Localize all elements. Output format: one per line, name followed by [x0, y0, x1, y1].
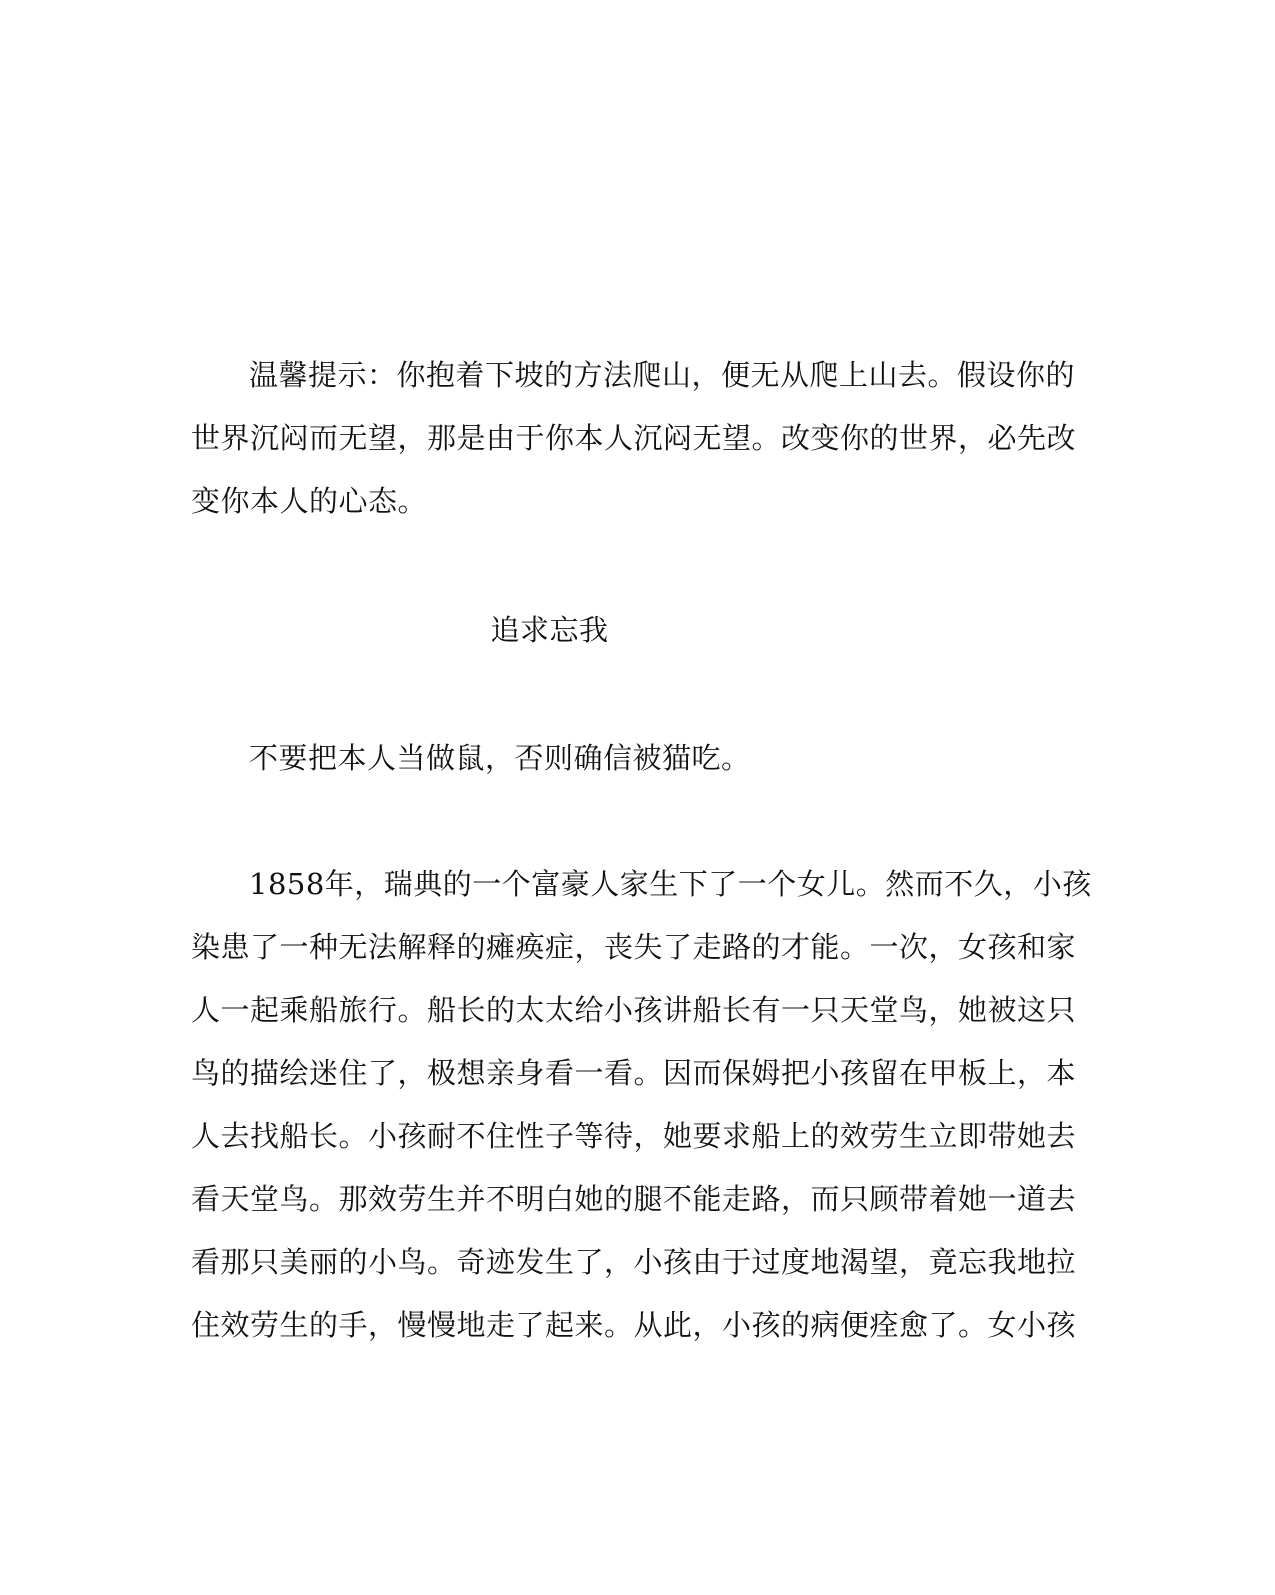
story-line: 染患了一种无法解释的瘫痪症，丧失了走路的才能。一次，女孩和家: [191, 930, 1077, 964]
section-title: 追求忘我: [490, 613, 609, 647]
story-line: 1858年，瑞典的一个富豪人家生下了一个女儿。然而不久，小孩: [249, 867, 1092, 901]
story-paragraph: [191, 853, 1092, 1357]
story-line: 看天堂鸟。那效劳生并不明白她的腿不能走路，而只顾带着她一道去: [191, 1182, 1077, 1216]
story-line: 人去找船长。小孩耐不住性子等待，她要求船上的效劳生立即带她去: [191, 1119, 1077, 1153]
subtitle-paragraph: [191, 727, 1071, 790]
tip-line: 变你本人的心态。: [191, 484, 428, 518]
story-line: 人一起乘船旅行。船长的太太给小孩讲船长有一只天堂鸟，她被这只: [191, 993, 1077, 1027]
subtitle-line: 不要把本人当做鼠，否则确信被猫吃。: [249, 741, 751, 775]
tip-line: 世界沉闷而无望，那是由于你本人沉闷无望。改变你的世界，必先改: [191, 421, 1077, 455]
story-line: 住效劳生的手，慢慢地走了起来。从此，小孩的病便痊愈了。女小孩: [191, 1308, 1077, 1342]
tip-paragraph: [191, 344, 1077, 533]
story-line: 看那只美丽的小鸟。奇迹发生了，小孩由于过度地渴望，竟忘我地拉: [191, 1245, 1077, 1279]
tip-line: 温馨提示：你抱着下坡的方法爬山，便无从爬上山去。假设你的: [249, 358, 1076, 392]
story-line: 鸟的描绘迷住了，极想亲身看一看。因而保姆把小孩留在甲板上，本: [191, 1056, 1077, 1090]
